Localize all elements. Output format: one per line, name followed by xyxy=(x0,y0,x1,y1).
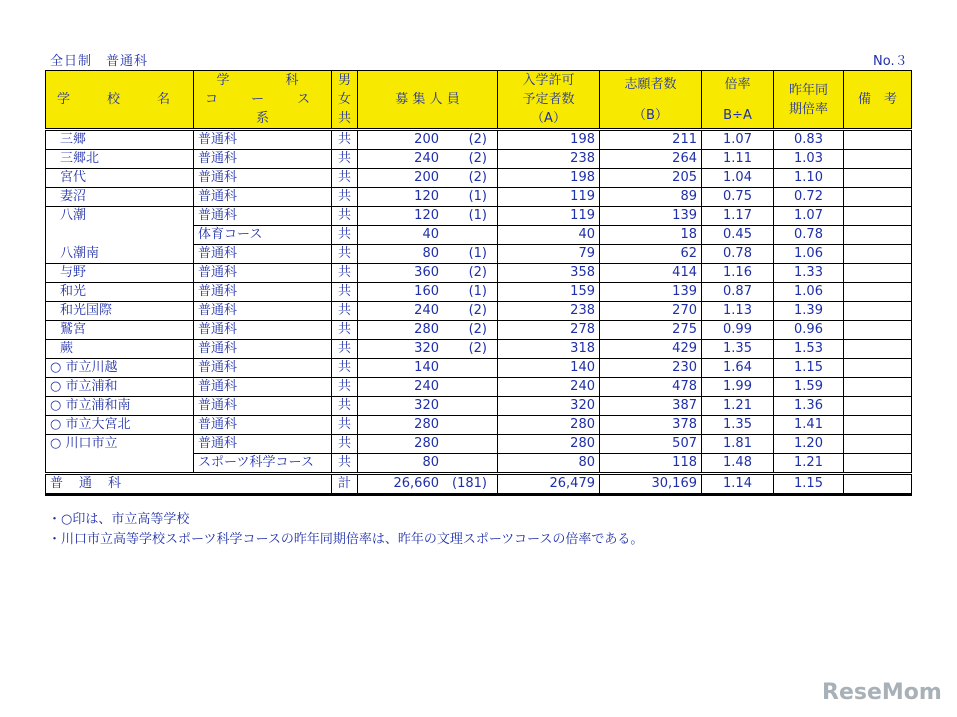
recruit-cell: 240 (2) xyxy=(358,150,498,169)
school-name: 八潮南 xyxy=(60,245,100,261)
applicants-cell: 118 xyxy=(600,454,702,474)
lastyear-cell: 1.59 xyxy=(774,378,844,397)
applicants-cell: 507 xyxy=(600,435,702,454)
admit-cell: 280 xyxy=(498,416,600,435)
lastyear-cell: 1.33 xyxy=(774,264,844,283)
remarks-cell xyxy=(844,226,912,245)
admit-cell: 80 xyxy=(498,454,600,474)
applicants-cell: 89 xyxy=(600,188,702,207)
admit-cell: 280 xyxy=(498,435,600,454)
ratio-cell: 1.16 xyxy=(702,264,774,283)
recruit-cell: 120 (1) xyxy=(358,207,498,226)
school-name: 和光国際 xyxy=(60,303,113,318)
table-row xyxy=(46,245,912,264)
school-name-cell xyxy=(46,226,194,245)
course-cell: 普通科 xyxy=(194,435,332,454)
admit-cell: 198 xyxy=(498,130,600,150)
school-name: 蕨 xyxy=(60,341,74,356)
ratio-cell: 1.35 xyxy=(702,416,774,435)
header-course: 学 科 コ ー ス 系 xyxy=(194,71,332,130)
municipal-mark: ○ xyxy=(50,436,62,452)
course-cell: 普通科 xyxy=(194,283,332,302)
ratio-cell: 1.13 xyxy=(702,302,774,321)
ratio-cell: 0.78 xyxy=(702,245,774,264)
course-cell: 普通科 xyxy=(194,321,332,340)
course-cell: 普通科 xyxy=(194,130,332,150)
remarks-cell xyxy=(844,207,912,226)
ratio-cell: 1.04 xyxy=(702,169,774,188)
municipal-mark: ○ xyxy=(50,360,62,375)
footnote: ・○印は、市立高等学校 xyxy=(48,512,190,527)
school-name: 与野 xyxy=(60,265,87,280)
sex-cell: 共 xyxy=(332,435,358,454)
lastyear-cell: 1.20 xyxy=(774,435,844,454)
recruit-cell: 200 (2) xyxy=(358,130,498,150)
footnotes xyxy=(48,510,643,550)
school-name-cell xyxy=(46,302,194,321)
remarks-cell xyxy=(844,321,912,340)
course-cell: 普通科 xyxy=(194,264,332,283)
recruit-cell: 320 (2) xyxy=(358,340,498,359)
total-lastyear: 1.15 xyxy=(774,474,844,495)
school-name-cell xyxy=(46,188,194,207)
lastyear-cell: 1.03 xyxy=(774,150,844,169)
remarks-cell xyxy=(844,245,912,264)
lastyear-cell: 0.78 xyxy=(774,226,844,245)
header-lastyear: 昨年同 期倍率 xyxy=(774,71,844,130)
ratio-cell: 1.64 xyxy=(702,359,774,378)
remarks-cell xyxy=(844,130,912,150)
school-name: 鷲宮 xyxy=(60,322,87,337)
course-cell: 普通科 xyxy=(194,397,332,416)
sex-cell: 共 xyxy=(332,150,358,169)
remarks-cell xyxy=(844,340,912,359)
school-name-cell xyxy=(46,150,194,169)
ratio-cell: 1.48 xyxy=(702,454,774,474)
total-recruit: 26,660 (181) xyxy=(358,474,498,495)
header-sex: 男 女 共 xyxy=(332,71,358,130)
applicants-cell: 205 xyxy=(600,169,702,188)
applicants-cell: 429 xyxy=(600,340,702,359)
course-cell: 普通科 xyxy=(194,207,332,226)
recruit-cell: 40 xyxy=(358,226,498,245)
school-name: 市立川越 xyxy=(65,360,118,375)
total-sex: 計 xyxy=(332,474,358,495)
ratio-cell: 0.75 xyxy=(702,188,774,207)
school-name-cell xyxy=(46,435,194,454)
ratio-cell: 0.99 xyxy=(702,321,774,340)
remarks-cell xyxy=(844,302,912,321)
admit-cell: 318 xyxy=(498,340,600,359)
table-header-row xyxy=(46,71,912,130)
course-cell: 普通科 xyxy=(194,302,332,321)
total-ratio: 1.14 xyxy=(702,474,774,495)
table-row xyxy=(46,435,912,454)
school-name-cell xyxy=(46,378,194,397)
sex-cell: 共 xyxy=(332,169,358,188)
admit-cell: 159 xyxy=(498,283,600,302)
course-cell: 普通科 xyxy=(194,245,332,264)
course-cell: 普通科 xyxy=(194,188,332,207)
lastyear-cell: 1.36 xyxy=(774,397,844,416)
recruit-cell: 240 (2) xyxy=(358,302,498,321)
admissions-table xyxy=(45,70,912,496)
applicants-cell: 62 xyxy=(600,245,702,264)
school-name-cell xyxy=(46,397,194,416)
remarks-cell xyxy=(844,416,912,435)
recruit-cell: 140 xyxy=(358,359,498,378)
sex-cell: 共 xyxy=(332,321,358,340)
table-row xyxy=(46,130,912,150)
applicants-cell: 18 xyxy=(600,226,702,245)
school-name: 市立大宮北 xyxy=(65,417,131,432)
course-cell: スポーツ科学コース xyxy=(194,454,332,474)
school-name: 市立浦和南 xyxy=(65,398,131,413)
table-row xyxy=(46,359,912,378)
sex-cell: 共 xyxy=(332,245,358,264)
recruit-cell: 280 xyxy=(358,416,498,435)
lastyear-cell: 1.21 xyxy=(774,454,844,474)
table-row xyxy=(46,264,912,283)
sex-cell: 共 xyxy=(332,397,358,416)
page-number: No.３ xyxy=(873,54,908,69)
admit-cell: 238 xyxy=(498,302,600,321)
admit-cell: 119 xyxy=(498,188,600,207)
remarks-cell xyxy=(844,188,912,207)
sex-cell: 共 xyxy=(332,226,358,245)
remarks-cell xyxy=(844,359,912,378)
school-name-cell xyxy=(46,321,194,340)
ratio-cell: 1.99 xyxy=(702,378,774,397)
ratio-cell: 1.11 xyxy=(702,150,774,169)
school-name-cell xyxy=(46,283,194,302)
ratio-cell: 1.17 xyxy=(702,207,774,226)
total-remarks xyxy=(844,474,912,495)
remarks-cell xyxy=(844,435,912,454)
table-row xyxy=(46,321,912,340)
sex-cell: 共 xyxy=(332,302,358,321)
recruit-cell: 240 xyxy=(358,378,498,397)
total-applicants: 30,169 xyxy=(600,474,702,495)
recruit-cell: 360 (2) xyxy=(358,264,498,283)
table-row xyxy=(46,226,912,245)
table-row xyxy=(46,416,912,435)
admit-cell: 238 xyxy=(498,150,600,169)
table-row xyxy=(46,302,912,321)
school-name: 三郷 xyxy=(60,132,87,147)
recruit-cell: 200 (2) xyxy=(358,169,498,188)
course-cell: 普通科 xyxy=(194,169,332,188)
municipal-mark: ○ xyxy=(50,398,62,413)
recruit-cell: 320 xyxy=(358,397,498,416)
admit-cell: 198 xyxy=(498,169,600,188)
admit-cell: 240 xyxy=(498,378,600,397)
school-name: 宮代 xyxy=(60,170,87,185)
course-cell: 普通科 xyxy=(194,359,332,378)
lastyear-cell: 0.96 xyxy=(774,321,844,340)
school-name-cell xyxy=(46,207,194,226)
table-row xyxy=(46,283,912,302)
header-admit: 入学許可 予定者数 （A） xyxy=(498,71,600,130)
header-recruit: 募 集 人 員 xyxy=(358,71,498,130)
applicants-cell: 275 xyxy=(600,321,702,340)
footnote: ・川口市立高等学校スポーツ科学コースの昨年同期倍率は、昨年の文理スポーツコースの倍率である。 xyxy=(48,532,644,547)
sex-cell: 共 xyxy=(332,378,358,397)
admit-cell: 320 xyxy=(498,397,600,416)
admit-cell: 79 xyxy=(498,245,600,264)
lastyear-cell: 1.41 xyxy=(774,416,844,435)
remarks-cell xyxy=(844,283,912,302)
table-body xyxy=(46,130,912,474)
school-name-cell xyxy=(46,245,194,264)
school-name: 三郷北 xyxy=(60,151,100,166)
school-name-cell xyxy=(46,359,194,378)
sex-cell: 共 xyxy=(332,188,358,207)
sex-cell: 共 xyxy=(332,416,358,435)
applicants-cell: 264 xyxy=(600,150,702,169)
total-admit: 26,479 xyxy=(498,474,600,495)
sex-cell: 共 xyxy=(332,207,358,226)
course-cell: 普通科 xyxy=(194,150,332,169)
applicants-cell: 478 xyxy=(600,378,702,397)
course-cell: 普通科 xyxy=(194,378,332,397)
recruit-cell: 120 (1) xyxy=(358,188,498,207)
table-row xyxy=(46,397,912,416)
admit-cell: 140 xyxy=(498,359,600,378)
lastyear-cell: 1.10 xyxy=(774,169,844,188)
applicants-cell: 139 xyxy=(600,207,702,226)
total-label: 普通科 xyxy=(46,474,332,495)
applicants-cell: 414 xyxy=(600,264,702,283)
applicants-cell: 230 xyxy=(600,359,702,378)
recruit-cell: 160 (1) xyxy=(358,283,498,302)
table-row xyxy=(46,150,912,169)
school-name: 市立浦和 xyxy=(65,379,118,394)
remarks-cell xyxy=(844,378,912,397)
remarks-cell xyxy=(844,150,912,169)
recruit-cell: 80 (1) xyxy=(358,245,498,264)
sex-cell: 共 xyxy=(332,130,358,150)
ratio-cell: 1.35 xyxy=(702,340,774,359)
lastyear-cell: 1.53 xyxy=(774,340,844,359)
course-cell: 体育コース xyxy=(194,226,332,245)
lastyear-cell: 1.06 xyxy=(774,283,844,302)
school-name: 和光 xyxy=(60,284,87,299)
admit-cell: 119 xyxy=(498,207,600,226)
header-remarks: 備 考 xyxy=(844,71,912,130)
total-row xyxy=(46,474,912,495)
ratio-cell: 1.07 xyxy=(702,130,774,150)
sex-cell: 共 xyxy=(332,454,358,474)
lastyear-cell: 1.06 xyxy=(774,245,844,264)
sex-cell: 共 xyxy=(332,264,358,283)
applicants-cell: 378 xyxy=(600,416,702,435)
applicants-cell: 387 xyxy=(600,397,702,416)
applicants-cell: 270 xyxy=(600,302,702,321)
ratio-cell: 1.21 xyxy=(702,397,774,416)
applicants-cell: 211 xyxy=(600,130,702,150)
ratio-cell: 1.81 xyxy=(702,435,774,454)
header-applicants: 志願者数 （B） xyxy=(600,71,702,130)
admit-cell: 278 xyxy=(498,321,600,340)
school-name-cell xyxy=(46,340,194,359)
lastyear-cell: 1.39 xyxy=(774,302,844,321)
remarks-cell xyxy=(844,454,912,474)
school-name: 川口市立 xyxy=(65,436,118,452)
table-row xyxy=(46,188,912,207)
municipal-mark: ○ xyxy=(50,379,62,394)
admit-cell: 358 xyxy=(498,264,600,283)
applicants-cell: 139 xyxy=(600,283,702,302)
school-name-cell xyxy=(46,416,194,435)
table-row xyxy=(46,340,912,359)
ratio-cell: 0.87 xyxy=(702,283,774,302)
header-school: 学 校 名 xyxy=(46,71,194,130)
school-name-cell xyxy=(46,454,194,474)
municipal-mark: ○ xyxy=(50,417,62,432)
lastyear-cell: 1.07 xyxy=(774,207,844,226)
table-row xyxy=(46,207,912,226)
school-name-cell xyxy=(46,130,194,150)
header-ratio: 倍率 B÷A xyxy=(702,71,774,130)
table-row xyxy=(46,378,912,397)
course-cell: 普通科 xyxy=(194,340,332,359)
school-name-cell xyxy=(46,264,194,283)
table-row xyxy=(46,454,912,474)
section-title: 全日制 普通科 xyxy=(50,54,149,69)
lastyear-cell: 0.83 xyxy=(774,130,844,150)
remarks-cell xyxy=(844,397,912,416)
ratio-cell: 0.45 xyxy=(702,226,774,245)
lastyear-cell: 0.72 xyxy=(774,188,844,207)
remarks-cell xyxy=(844,169,912,188)
recruit-cell: 280 (2) xyxy=(358,321,498,340)
sex-cell: 共 xyxy=(332,340,358,359)
school-name-cell xyxy=(46,169,194,188)
sex-cell: 共 xyxy=(332,359,358,378)
sex-cell: 共 xyxy=(332,283,358,302)
recruit-cell: 80 xyxy=(358,454,498,474)
table-row xyxy=(46,169,912,188)
remarks-cell xyxy=(844,264,912,283)
resemom-logo: ReseMom xyxy=(822,680,942,705)
school-name: 妻沼 xyxy=(60,189,87,204)
recruit-cell: 280 xyxy=(358,435,498,454)
course-cell: 普通科 xyxy=(194,416,332,435)
lastyear-cell: 1.15 xyxy=(774,359,844,378)
admit-cell: 40 xyxy=(498,226,600,245)
school-name: 八潮 xyxy=(60,208,87,224)
